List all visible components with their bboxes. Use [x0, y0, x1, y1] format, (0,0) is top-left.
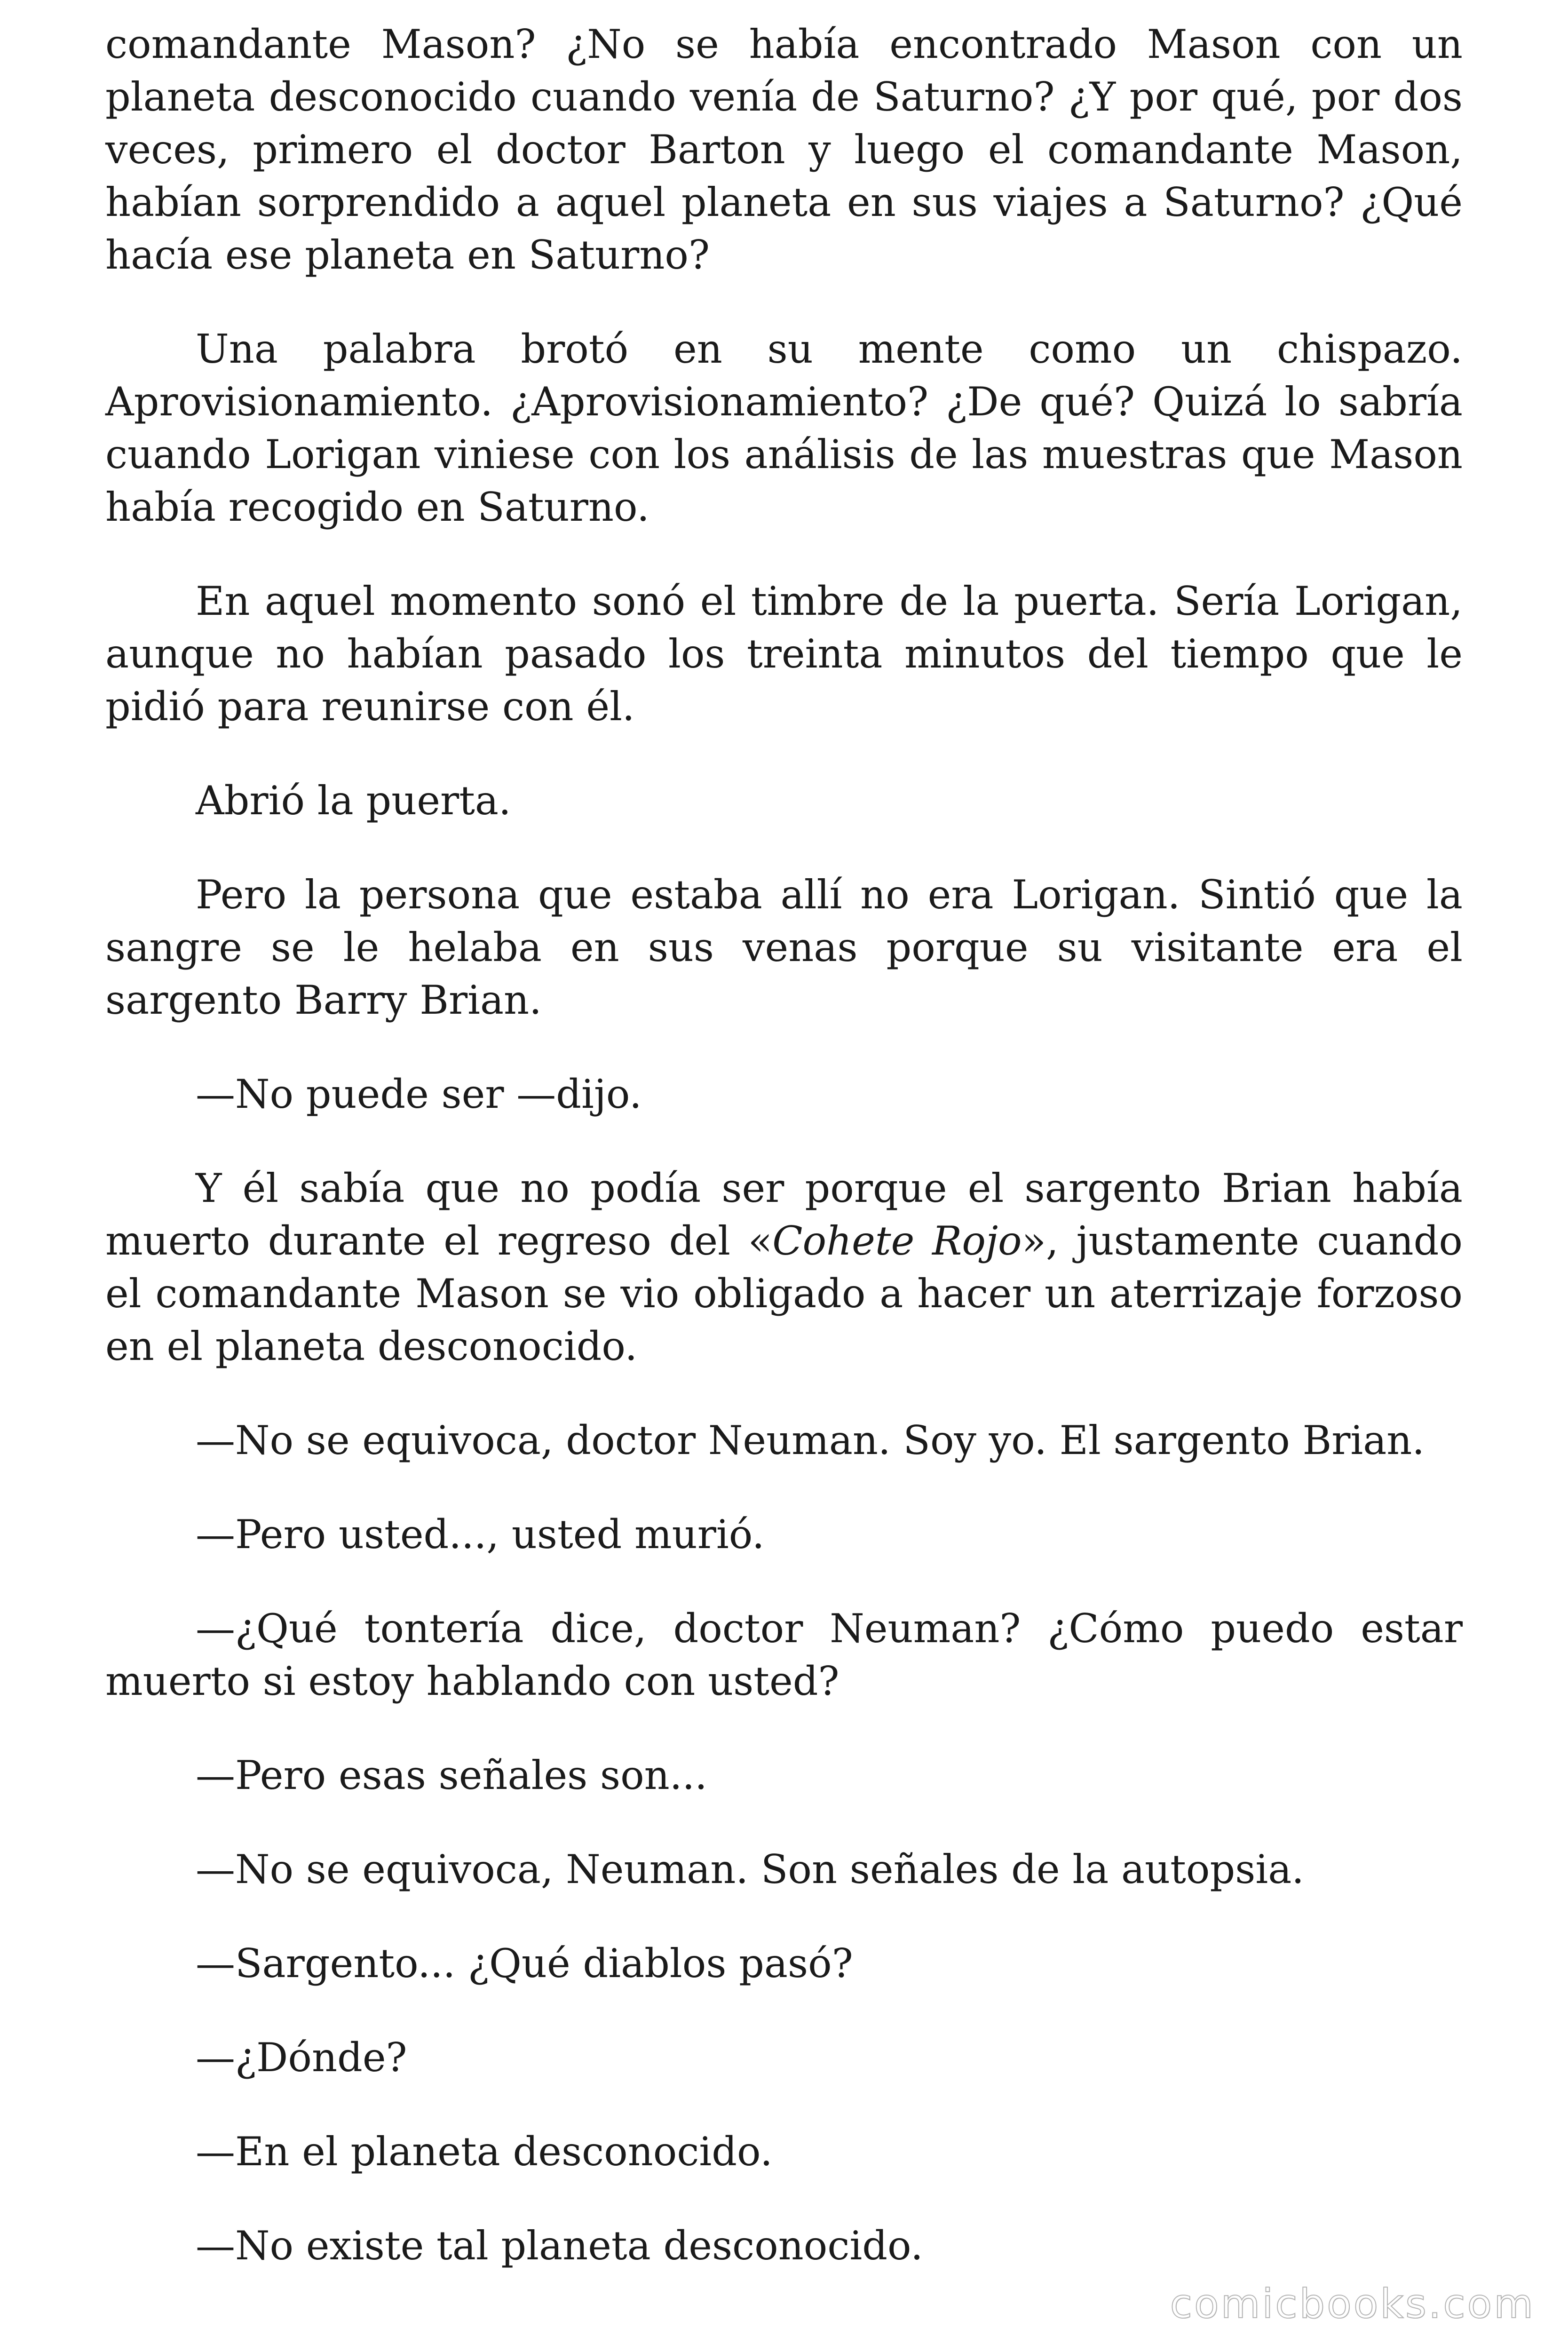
page-text [105, 18, 1463, 2313]
paragraph-9: —Pero usted..., usted murió. [196, 1511, 765, 1557]
paragraph-6: —No puede ser —dijo. [196, 1071, 642, 1117]
paragraph-2: Una palabra brotó en su mente como un chispazo. Aprovisionamiento. ¿Aprovisionamiento? ¿De qué? Quizá lo sabría cuando Lorigan viniese con los análisis de las muestras que Mason había recogido en Saturno. [105, 326, 1463, 530]
paragraph-1: comandante Mason? ¿No se había encontrado Mason con un planeta desconocido cuando venía de Saturno? ¿Y por qué, por dos veces, primero el doctor Barton y luego el comandante Mason, habían sorprendido a aquel planeta en sus viajes a Saturno? ¿Qué hacía ese planeta en Saturno? [105, 21, 1463, 278]
paragraph-16: —No existe tal planeta desconocido. [196, 2223, 923, 2269]
paragraph-15: —En el planeta desconocido. [196, 2129, 773, 2175]
paragraph-7 [105, 1162, 1463, 1373]
paragraph-8: —No se equivoca, doctor Neuman. Soy yo. El sargento Brian. [196, 1417, 1425, 1463]
paragraph-13: —Sargento... ¿Qué diablos pasó? [196, 1940, 853, 1986]
paragraph-5: Pero la persona que estaba allí no era Lorigan. Sintió que la sangre se le helaba en sus venas porque su visitante era el sargento Barry Brian. [105, 872, 1463, 1023]
paragraph-7-before: Y él sabía que no podía ser porque el sargento Brian había muerto durante el regreso del « [105, 1165, 1463, 1264]
paragraph-4: Abrió la puerta. [196, 778, 511, 824]
paragraph-7-after: », justamente cuando el comandante Mason se vio obligado a hacer un aterrizaje forzoso en el planeta desconocido. [105, 1218, 1463, 1369]
paragraph-10: —¿Qué tontería dice, doctor Neuman? ¿Cómo puedo estar muerto si estoy hablando con usted? [105, 1605, 1463, 1704]
paragraph-11: —Pero esas señales son... [196, 1752, 707, 1798]
paragraph-14: —¿Dónde? [196, 2034, 407, 2081]
watermark: comicbooks.com [1170, 2280, 1535, 2328]
paragraph-3: En aquel momento sonó el timbre de la puerta. Sería Lorigan, aunque no habían pasado los treinta minutos del tiempo que le pidió para reunirse con él. [105, 578, 1463, 730]
ship-name-italic: Cohete Rojo [772, 1218, 1022, 1264]
paragraph-12: —No se equivoca, Neuman. Son señales de la autopsia. [196, 1846, 1305, 1892]
